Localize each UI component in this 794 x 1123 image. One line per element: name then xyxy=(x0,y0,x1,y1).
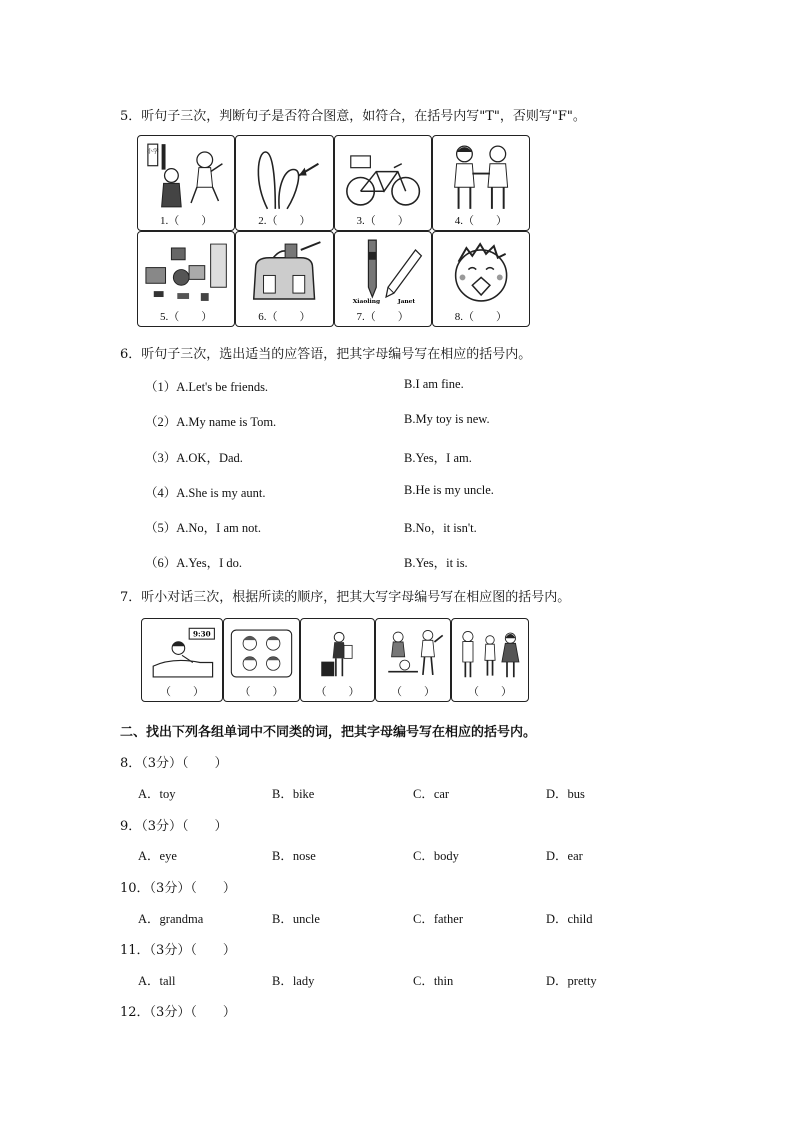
q6-option-b: B.Yes，it is. xyxy=(404,556,468,570)
option-d: D．ear xyxy=(546,849,583,863)
q6-option-b: B.Yes，I am. xyxy=(404,451,472,465)
option-c: C．thin xyxy=(413,974,454,988)
boy-covering-mouth-illustration xyxy=(437,235,525,310)
question-stem: 8．（3分）（ ） xyxy=(120,756,228,771)
pencil-owner-name: Janet xyxy=(397,297,415,305)
q7-answer-4[interactable]: （ ） xyxy=(391,686,435,698)
q5-picture-5 xyxy=(137,231,235,327)
q5-picture-3 xyxy=(334,135,432,231)
q6-option-a: （3）A.OK，Dad. xyxy=(145,451,243,465)
pen-owner-name: Xiaoling xyxy=(352,297,380,305)
option-d: D．bus xyxy=(546,787,585,801)
bike-illustration xyxy=(339,139,427,214)
two-men-handshake-illustration xyxy=(437,139,525,214)
option-b: B．uncle xyxy=(272,912,320,926)
clock-time-text: 9:30 xyxy=(192,629,211,639)
rabbit-ears-illustration xyxy=(240,139,328,214)
q5-instruction: 5．听句子三次，判断句子是否符合图意，如符合，在括号内写"T"，否则写"F"。 xyxy=(120,109,586,124)
pen-and-pencil-illustration xyxy=(339,235,427,310)
option-a: A．tall xyxy=(138,974,176,988)
school-sign-text: 小学 xyxy=(146,148,159,155)
q5-answer-5[interactable]: 5.（ ） xyxy=(160,311,213,323)
q5-answer-7[interactable]: 7.（ ） xyxy=(356,311,409,323)
q5-picture-1 xyxy=(137,135,235,231)
q7-picture-2 xyxy=(223,618,300,702)
q6-option-a: （6）A.Yes，I do. xyxy=(145,556,243,570)
question-stem: 11．（3分）（ ） xyxy=(120,943,236,958)
three-people-talking-illustration xyxy=(456,622,524,685)
q7-picture-1 xyxy=(141,618,223,702)
q7-answer-3[interactable]: （ ） xyxy=(315,686,360,698)
q7-answer-1[interactable]: （ ） xyxy=(160,686,204,698)
option-c: C．father xyxy=(413,912,463,926)
q5-picture-7 xyxy=(334,231,432,327)
q5-picture-2 xyxy=(235,135,333,231)
q7-picture-3 xyxy=(300,618,375,702)
q6-option-b: B.No，it isn't. xyxy=(404,521,477,535)
option-d: D．child xyxy=(546,912,593,926)
option-d: D．pretty xyxy=(546,974,597,988)
q5-answer-4[interactable]: 4.（ ） xyxy=(454,215,507,227)
option-a: A．grandma xyxy=(138,912,204,926)
q7-picture-4 xyxy=(375,618,451,702)
q6-option-b: B.He is my uncle. xyxy=(404,483,494,497)
option-c: C．body xyxy=(413,849,459,863)
question-stem: 9．（3分）（ ） xyxy=(120,819,228,834)
q6-instruction: 6．听句子三次，选出适当的应答语，把其字母编号写在相应的括号内。 xyxy=(120,347,532,362)
q5-picture-4 xyxy=(432,135,530,231)
messy-room-illustration xyxy=(142,235,230,310)
schoolbag-illustration xyxy=(240,235,328,310)
q5-picture-6 xyxy=(235,231,333,327)
q5-answer-8[interactable]: 8.（ ） xyxy=(454,311,507,323)
q5-answer-1[interactable]: 1.（ ） xyxy=(160,215,213,227)
girl-waking-up-illustration xyxy=(146,622,218,685)
q7-answer-2[interactable]: （ ） xyxy=(239,686,284,698)
option-a: A．toy xyxy=(138,787,176,801)
man-at-desk-illustration xyxy=(305,622,370,685)
option-b: B．lady xyxy=(272,974,315,988)
option-b: B．bike xyxy=(272,787,315,801)
option-a: A．eye xyxy=(138,849,177,863)
section-2-heading: 二、找出下列各组单词中不同类的词，把其字母编号写在相应的括号内。 xyxy=(120,725,537,740)
q6-option-a: （5）A.No，I am not. xyxy=(145,521,261,535)
q6-option-b: B.I am fine. xyxy=(404,377,464,391)
q6-option-a: （1）A.Let's be friends. xyxy=(145,380,269,394)
family-portrait-illustration xyxy=(228,622,295,685)
q7-answer-5[interactable]: （ ） xyxy=(468,686,512,698)
q6-option-a: （4）A.She is my aunt. xyxy=(145,486,266,500)
q7-picture-5 xyxy=(451,618,529,702)
q6-option-a: （2）A.My name is Tom. xyxy=(145,415,277,429)
q6-option-b: B.My toy is new. xyxy=(404,412,490,426)
question-stem: 12．（3分）（ ） xyxy=(120,1005,236,1020)
teacher-greeting-child-illustration xyxy=(142,139,230,214)
q7-instruction: 7．听小对话三次，根据所读的顺序，把其大写字母编号写在相应图的括号内。 xyxy=(120,590,571,605)
question-stem: 10．（3分）（ ） xyxy=(120,881,236,896)
q5-picture-grid xyxy=(137,135,530,327)
q7-picture-strip xyxy=(141,618,529,702)
q5-answer-6[interactable]: 6.（ ） xyxy=(258,311,311,323)
children-playing-illustration xyxy=(380,622,446,685)
q5-answer-2[interactable]: 2.（ ） xyxy=(258,215,311,227)
q5-picture-8 xyxy=(432,231,530,327)
option-c: C．car xyxy=(413,787,450,801)
q5-answer-3[interactable]: 3.（ ） xyxy=(356,215,409,227)
option-b: B．nose xyxy=(272,849,316,863)
